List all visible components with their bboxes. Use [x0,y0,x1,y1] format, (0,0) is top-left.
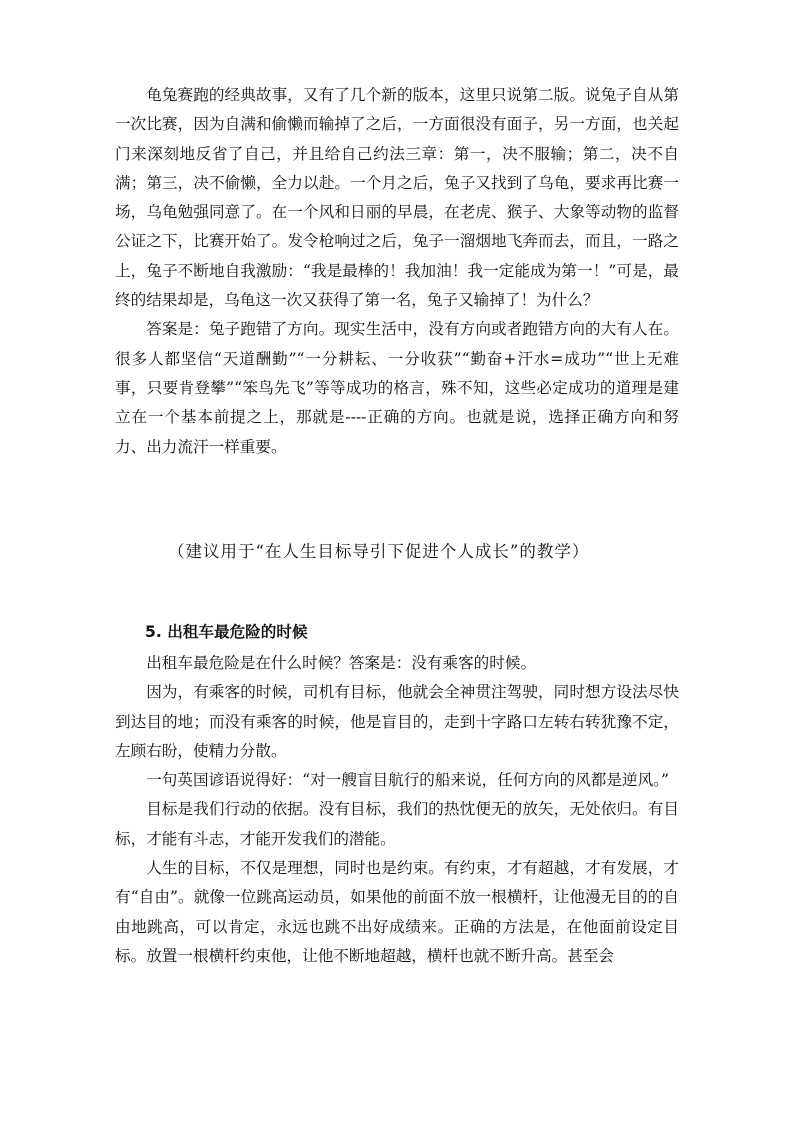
body-paragraph: 因为，有乘客的时候，司机有目标，他就会全神贯注驾驶，同时想方设法尽快到达目的地；而没有乘客的时候，他是盲目的，走到十字路口左转右转犹豫不定，左顾右盼，使精力分散。 [115,683,679,760]
section-heading: 5. 出租车最危险的时候 [145,623,308,641]
body-paragraph: 一句英国谚语说得好：“对一艘盲目航行的船来说，任何方向的风都是逆风。” [146,771,669,790]
story-paragraph: 龟兔赛跑的经典故事，又有了几个新的版本，这里只说第二版。说兔子自从第一次比赛，因为自满和偷懒而输掉了之后，一方面很没有面子，另一方面，也关起门来深刻地反省了自己，并且给自己约法三章：第一，决不服输；第二，决不自满；第三，决不偷懒，全力以赴。一个月之后，兔子又找到了乌龟，要求再比赛一场，乌龟勉强同意了。在一个风和日丽的早晨，在老虎、猴子、大象等动物的监督公证之下，比赛开始了。发令枪响过之后，兔子一溜烟地飞奔而去，而且，一路之上，兔子不断地自我激励：“我是最棒的！我加油！我一定能成为第一！”可是，最终的结果却是，乌龟这一次又获得了第一名，兔子又输掉了！为什么？ [115,86,679,310]
body-paragraph: 人生的目标，不仅是理想，同时也是约束。有约束，才有超越，才有发展，才有“自由”。就像一位跳高运动员，如果他的前面不放一根横杆，让他漫无目的的自由地跳高，可以肯定，永远也跳不出好成绩来。正确的方法是，在他面前设定目标。放置一根横杆约束他，让他不断地超越，横杆也就不断升高。甚至会 [115,859,679,965]
body-paragraph: 目标是我们行动的依据。没有目标，我们的热忱便无的放矢，无处依归。有目标，才能有斗志，才能开发我们的潜能。 [115,800,679,848]
taxi-section [115,649,679,971]
teaching-note: （建议用于“在人生目标导引下促进个人成长”的教学） [168,542,590,561]
body-paragraph: 出租车最危险是在什么时候？答案是：没有乘客的时候。 [146,654,537,672]
answer-paragraph: 答案是：兔子跑错了方向。现实生活中，没有方向或者跑错方向的大有人在。很多人都坚信“天道酬勤”“一分耕耘、一分收获”“勤奋+汗水=成功”“世上无难事，只要肯登攀”“笨鸟先飞”等等成功的格言，殊不知，这些必定成功的道理是建立在一个基本前提之上，那就是----正确的方向。也就是说，选择正确方向和努力、出力流汗一样重要。 [115,320,679,456]
story-section [115,81,679,462]
